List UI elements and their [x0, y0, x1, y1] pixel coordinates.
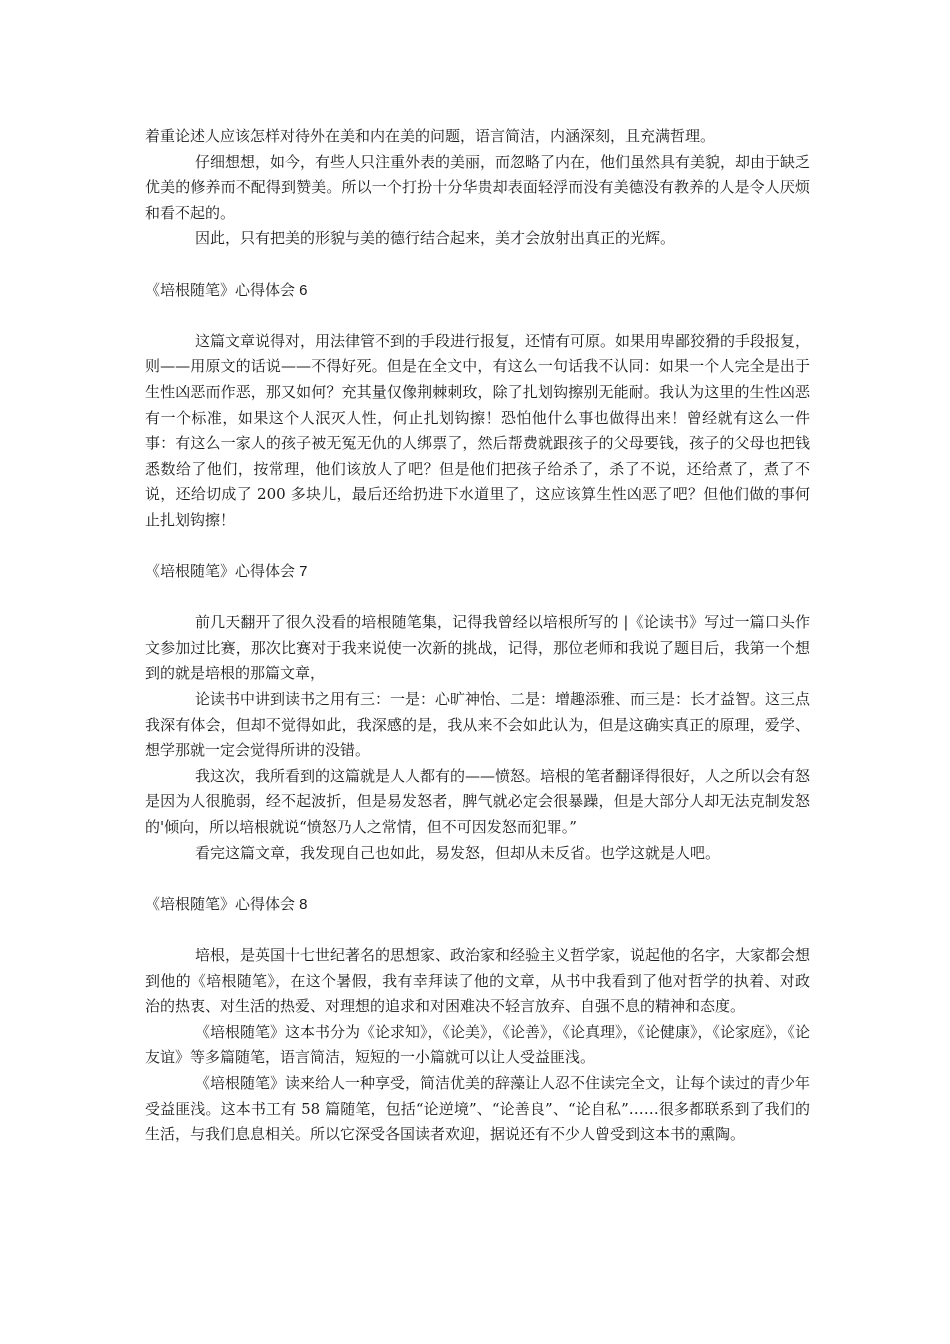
section-heading: 《培根随笔》心得体会 8 [145, 895, 308, 913]
paragraph: 《培根随笔》这本书分为《论求知》，《论美》，《论善》，《论真理》，《论健康》，《论家庭》，《论友谊》等多篇随笔，语言简洁，短短的一小篇就可以让人受益匪浅。 [145, 1022, 811, 1067]
document-page [145, 124, 810, 1148]
paragraph: 仔细想想，如今，有些人只注重外表的美丽，而忽略了内在，他们虽然具有美貌，却由于缺乏优美的修养而不配得到赞美。所以一个打扮十分华贵却表面轻浮而没有美德没有教养的人是令人厌烦和看不起的。 [145, 152, 811, 222]
paragraph: 看完这篇文章，我发现自己也如此，易发怒，但却从未反省。也学这就是人吧。 [195, 843, 721, 862]
paragraph: 我这次，我所看到的这篇就是人人都有的——愤怒。培根的笔者翻译得很好，人之所以会有怒是因为人很脆弱，经不起波折，但是易发怒者，脾气就必定会很暴躁，但是大部分人却无法克制发怒的'倾向，所以培根就说“愤怒乃人之常情，但不可因发怒而犯罪。” [145, 766, 811, 837]
paragraph: 培根，是英国十七世纪著名的思想家、政治家和经验主义哲学家，说起他的名字，大家都会想到他的《培根随笔》，在这个暑假，我有幸拜读了他的文章，从书中我看到了他对哲学的执着、对政治的热衷、对生活的热爱、对理想的追求和对困难决不轻言放弃、自强不息的精神和态度。 [145, 946, 811, 1016]
paragraph: 《培根随笔》读来给人一种享受，简洁优美的辞藻让人忍不住读完全文，让每个读过的青少年受益匪浅。这本书工有 58 篇随笔，包括“论逆境”、“论善良”、“论自私”……很多都联系到了我们的生活，与我们息息相关。所以它深受各国读者欢迎，据说还有不少人曾受到这本书的熏陶。 [145, 1073, 811, 1144]
paragraph: 论读书中讲到读书之用有三：一是：心旷神怡、二是：增趣添雅、而三是：长才益智。这三点我深有体会，但却不觉得如此，我深感的是，我从来不会如此认为，但是这确实真正的原理，爱学、想学那就一定会觉得所讲的没错。 [145, 690, 811, 760]
paragraph: 因此，只有把美的形貌与美的德行结合起来，美才会放射出真正的光辉。 [195, 229, 676, 248]
paragraph: 这篇文章说得对，用法律管不到的手段进行报复，还情有可原。如果用卑鄙狡猾的手段报复，则——用原文的话说——不得好死。但是在全文中，有这么一句话我不认同：如果一个人完全是出于生性凶恶而作恶，那又如何？充其量仅像荆棘刺玫，除了扎划钩擦别无能耐。我认为这里的生性凶恶有一个标准，如果这个人泯灭人性，何止扎划钩擦！恐怕他什么事也做得出来！曾经就有这么一件事：有这么一家人的孩子被无冤无仇的人绑票了，然后帮费就跟孩子的父母要钱，孩子的父母也把钱悉数给了他们，按常理，他们该放人了吧？但是他们把孩子给杀了，杀了不说，还给煮了，煮了不说，还给切成了 200 多块儿，最后还给扔进下水道里了，这应该算生性凶恶了吧？但他们做的事何止扎划钩擦！ [145, 331, 811, 529]
paragraph: 前几天翻开了很久没看的培根随笔集，记得我曾经以培根所写的 |《论读书》写过一篇口头作文参加过比赛，那次比赛对于我来说使一次新的挑战，记得，那位老师和我说了题目后，我第一个想到的就是培根的那篇文章， [145, 613, 810, 683]
paragraph: 着重论述人应该怎样对待外在美和内在美的问题，语言简洁，内涵深刻，且充满哲理。 [145, 127, 716, 145]
section-heading: 《培根随笔》心得体会 6 [145, 281, 308, 299]
section-heading: 《培根随笔》心得体会 7 [145, 563, 308, 581]
